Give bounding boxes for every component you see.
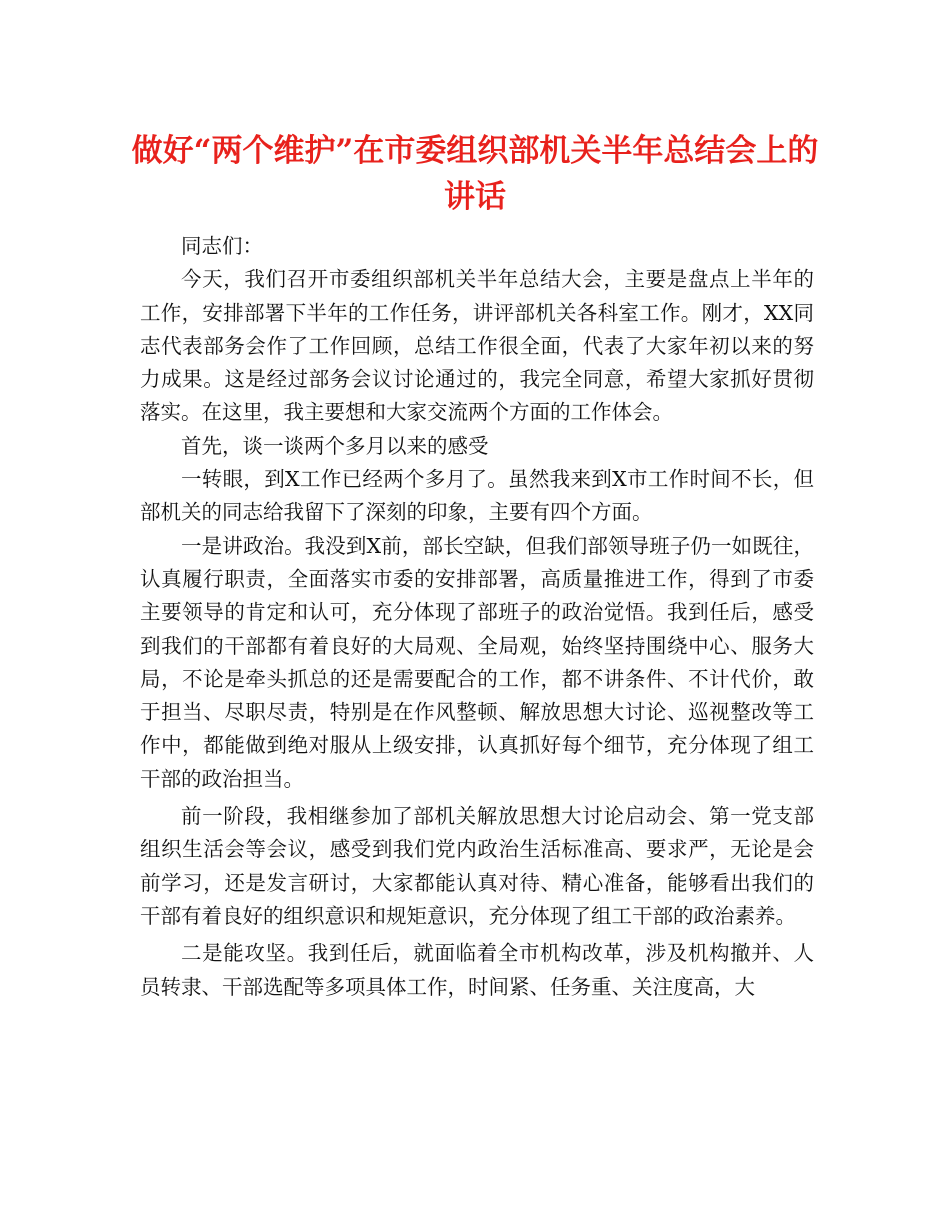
body-paragraph: 今天，我们召开市委组织部机关半年总结大会，主要是盘点上半年的工作，安排部署下半年的工作任务，讲评部机关各科室工作。刚才，XX同志代表部务会作了工作回顾，总结工作很全面，代表了大家年初以来的努力成果。这是经过部务会议讨论通过的，我完全同意，希望大家抓好贯彻落实。在这里，我主要想和大家交流两个方面的工作体会。 <box>140 267 814 425</box>
body-paragraph: 一转眼，到X工作已经两个多月了。虽然我来到X市工作时间不长，但部机关的同志给我留下了深刻的印象，主要有四个方面。 <box>140 467 814 525</box>
body-paragraph: 二是能攻坚。我到任后，就面临着全市机构改革，涉及机构撤并、人员转隶、干部选配等多项具体工作，时间紧、任务重、关注度高，大 <box>140 941 814 999</box>
document-title: 做好“两个维护”在市委组织部机关半年总结会上的讲话 <box>131 133 819 215</box>
document-body <box>140 230 814 1004</box>
section-heading-paragraph: 首先，谈一谈两个多月以来的感受 <box>181 433 489 458</box>
body-paragraph: 一是讲政治。我没到X前，部长空缺，但我们部领导班子仍一如既往，认真履行职责，全面落实市委的安排部署，高质量推进工作，得到了市委主要领导的肯定和认可，充分体现了部班子的政治觉悟。我到任后，感受到我们的干部都有着良好的大局观、全局观，始终坚持围绕中心、服务大局，不论是牵头抓总的还是需要配合的工作，都不讲条件、不计代价，敢于担当、尽职尽责，特别是在作风整顿、解放思想大讨论、巡视整改等工作中，都能做到绝对服从上级安排，认真抓好每个细节，充分体现了组工干部的政治担当。 <box>140 533 814 791</box>
salutation-paragraph: 同志们： <box>181 234 263 258</box>
body-paragraph: 前一阶段，我相继参加了部机关解放思想大讨论启动会、第一党支部组织生活会等会议，感受到我们党内政治生活标准高、要求严，无论是会前学习，还是发言研讨，大家都能认真对待、精心准备，能够看出我们的干部有着良好的组织意识和规矩意识，充分体现了组工干部的政治素养。 <box>140 804 814 928</box>
